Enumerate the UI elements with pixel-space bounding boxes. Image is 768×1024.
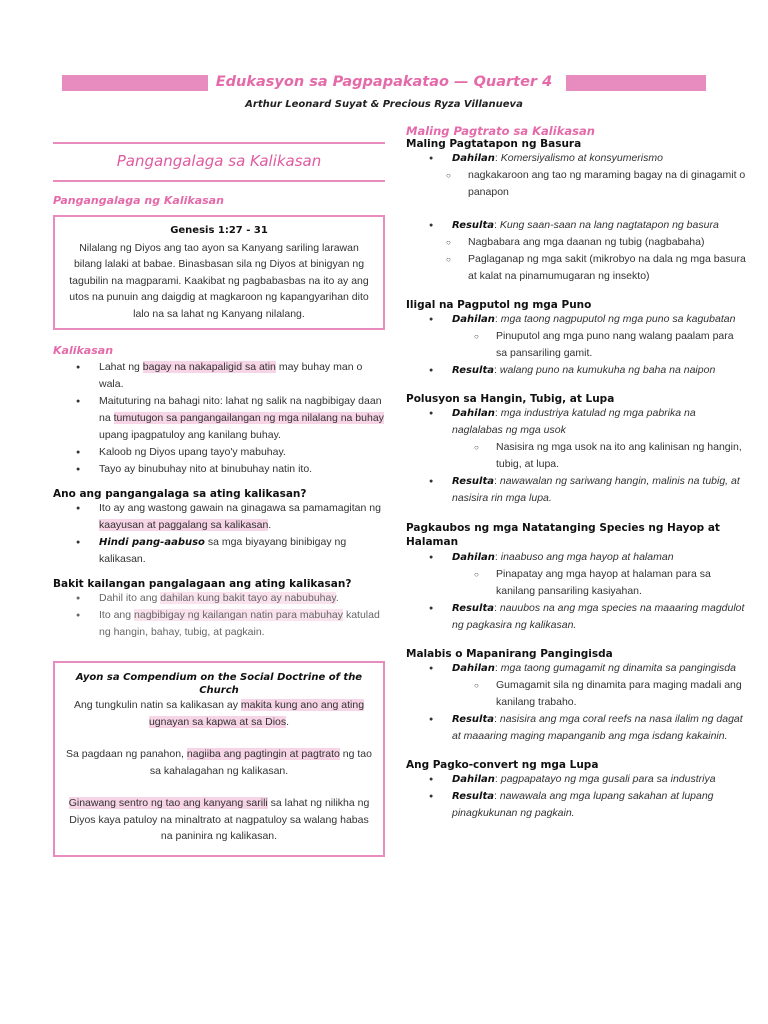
list-item: ● Resulta: nasisira ang mga coral reefs na nasa ilalim ng dagat at maaaring maging mapanganib ang mga isdang kakainin. [406,711,746,745]
topic-list [406,405,746,507]
list-item: ● Resulta: nawawalan ng sariwang hangin, malinis na tubig, at nasisira rin mga lupa. [406,473,746,507]
divider [53,180,385,182]
list-item: ● Dahilan: inaabuso ang mga hayop at halaman [406,549,746,566]
list-item: ● Dahilan: mga taong nagpuputol ng mga puno sa kagubatan [406,311,746,328]
box-heading: Genesis 1:27 - 31 [170,225,268,236]
list-item: ○ Nagbabara ang mga daanan ng tubig (nagbabaha) [406,234,746,251]
topic-heading: Iligal na Pagputol ng mga Puno [406,299,592,311]
list-item: ● Lahat ng bagay na nakapaligid sa atin may buhay man o wala. [53,359,385,393]
topic-list [406,150,746,201]
topic-list [406,311,746,379]
list-item: ○ nagkakaroon ang tao ng maraming bagay na di ginagamit o panapon [406,167,746,201]
topic-heading: Polusyon sa Hangin, Tubig, at Lupa [406,393,615,405]
topic-heading: Malabis o Mapanirang Pangingisda [406,648,613,660]
topic-list [406,549,746,634]
compendium-box [53,661,385,857]
list-item: ○ Gumagamit sila ng dinamita para maging madali ang kanilang trabaho. [406,677,746,711]
list-item: ● Hindi pang-aabuso sa mga biyayang binibigay ng kalikasan. [53,534,385,568]
box-paragraph: Ang tungkulin natin sa kalikasan ay makita kung ano ang ating ugnayan sa kapwa at sa Dios. [73,699,365,728]
question-heading: Ano ang pangangalaga sa ating kalikasan? [53,488,307,500]
page-title: Edukasyon sa Pagpapakatao — Quarter 4 [215,74,553,90]
list-item: ● Ito ang nagbibigay ng kailangan natin para mabuhay katulad ng hangin, bahay, tubig, at pagkain. [53,607,385,641]
list-item: ● Dahilan: mga taong gumagamit ng dinamita sa pangingisda [406,660,746,677]
list-item: ● Dahilan: Komersiyalismo at konsyumerismo [406,150,746,167]
list-item: ● Maituturing na bahagi nito: lahat ng salik na nagbibigay daan na tumutugon sa pangangailangan ng mga nilalang na buhay upang ipagpatuloy ang kanilang buhay. [53,393,385,444]
list-item: ● Tayo ay binubuhay nito at binubuhay natin ito. [53,461,385,478]
left-column [53,142,385,857]
list-item: ○ Nasisira ng mga usok na ito ang kalinisan ng hangin, tubig, at lupa. [406,439,746,473]
box-heading: Ayon sa Compendium on the Social Doctrine of the Church [75,672,363,696]
list-item: ● Dahilan: mga industriya katulad ng mga pabrika na naglalabas ng mga usok [406,405,746,439]
subheading: Kalikasan [53,344,114,357]
right-column [406,124,746,822]
q2-list [53,590,385,641]
topic-heading: Ang Pagko-convert ng mga Lupa [406,759,599,771]
list-item: ● Resulta: walang puno na kumukuha ng baha na naipon [406,362,746,379]
q1-list [53,500,385,568]
list-item: ● Resulta: nawawala ang mga lupang sakahan at lupang pinagkukunan ng pagkain. [406,788,746,822]
topic-list [406,660,746,745]
question-heading: Bakit kailangan pangalagaan ang ating kalikasan? [53,578,352,590]
section-title-right: Maling Pagtrato sa Kalikasan [406,124,595,138]
list-item: ○ Pinapatay ang mga hayop at halaman para sa kanilang pansariling kasiyahan. [406,566,746,600]
list-item: ● Resulta: Kung saan-saan na lang nagtatapon ng basura [406,217,746,234]
list-item: ● Dahilan: pagpapatayo ng mga gusali para sa industriya [406,771,746,788]
topic-heading: Maling Pagtatapon ng Basura [406,138,582,150]
subheading: Pangangalaga ng Kalikasan [53,194,224,207]
topic-heading: Pagkaubos ng mga Natatanging Species ng Hayop at Halaman [406,522,720,548]
genesis-box [53,215,385,330]
kalikasan-list [53,359,385,478]
topic-list [406,771,746,822]
box-body: Nilalang ng Diyos ang tao ayon sa Kanyang sariling larawan bilang lalaki at babae. Binasbasan sila ng Diyos at binigyan ng tagubilin na magparami. Kaakibat ng pagbabasbas na ito ay ang utos na punuin ang daigdig at magkaroon ng kapangyarihan dito lalo na sa lahat ng Kanyang nilalang. [69,241,369,320]
box-paragraph: Sa pagdaan ng panahon, nagiiba ang pagtingin at pagtrato ng tao sa kahalagahan ng kalikasan. [66,748,372,777]
box-paragraph: Ginawang sentro ng tao ang kanyang sarili sa lahat ng nilikha ng Diyos kaya patuloy na minaltrato at nagpatuloy sa walang habas na paninira ng kalikasan. [68,797,370,842]
section-title-left: Pangangalaga sa Kalikasan [116,152,322,170]
page-authors: Arthur Leonard Suyat & Precious Ryza Villanueva [245,99,523,110]
list-item: ● Resulta: nauubos na ang mga species na maaaring magdulot ng pagkasira ng kalikasan. [406,600,746,634]
list-item: ● Ito ay ang wastong gawain na ginagawa sa pamamagitan ng kaayusan at paggalang sa kalikasan. [53,500,385,534]
list-item: ● Dahil ito ang dahilan kung bakit tayo ay nabubuhay. [53,590,385,607]
list-item: ○ Paglaganap ng mga sakit (mikrobyo na dala ng mga basura at kalat na pinamumugaran ng insekto) [406,251,746,285]
topic-list [406,217,746,285]
list-item: ● Kaloob ng Diyos upang tayo'y mabuhay. [53,444,385,461]
list-item: ○ Pinuputol ang mga puno nang walang paalam para sa pansariling gamit. [406,328,746,362]
